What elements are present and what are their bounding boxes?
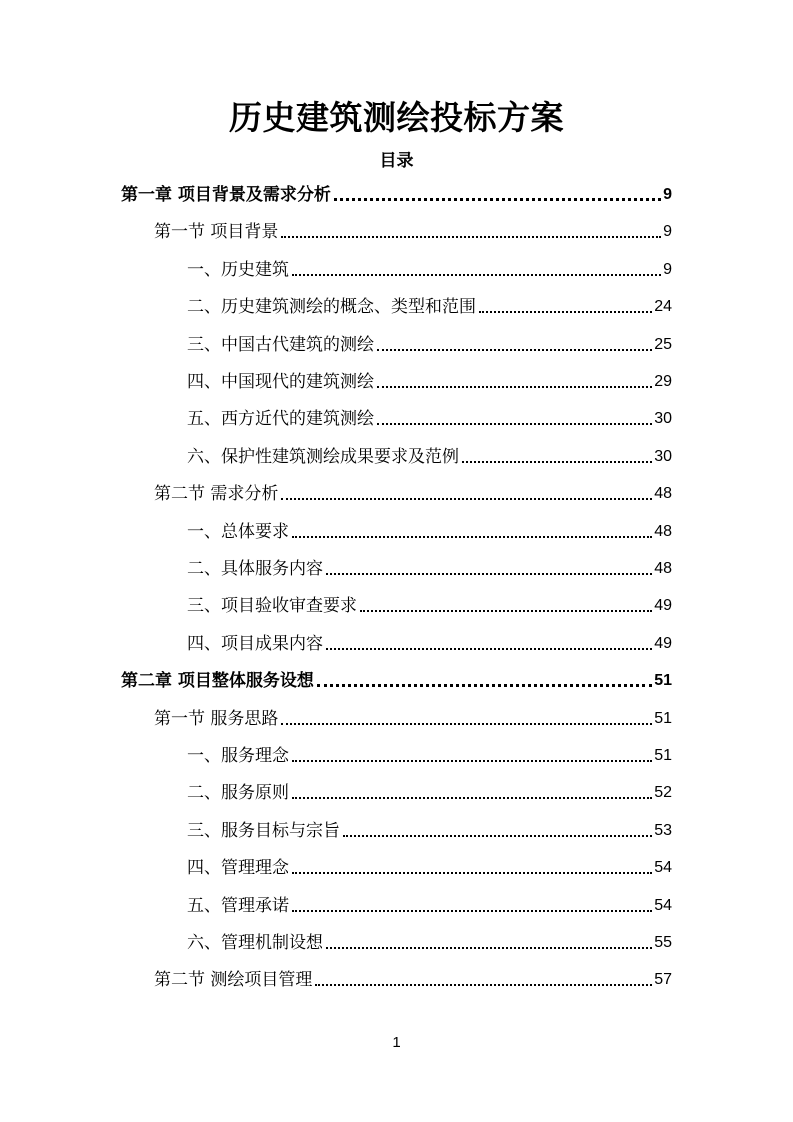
toc-entry-label: 六、保护性建筑测绘成果要求及范例 — [187, 446, 459, 467]
toc-entry-page: 54 — [654, 859, 672, 877]
toc-subsection-entry[interactable] — [187, 591, 672, 617]
toc-dot-leader — [315, 984, 652, 986]
toc-dot-leader — [343, 835, 652, 837]
toc-entry-page: 30 — [654, 447, 672, 465]
toc-entry-page: 25 — [654, 335, 672, 353]
toc-subsection-entry[interactable] — [187, 554, 672, 580]
toc-chapter-entry[interactable] — [121, 666, 672, 692]
toc-entry-page: 29 — [654, 373, 672, 390]
toc-entry-page: 9 — [663, 186, 672, 203]
toc-subsection-entry[interactable] — [187, 330, 672, 356]
toc-subsection-entry[interactable] — [187, 853, 672, 879]
toc-dot-leader — [281, 498, 652, 500]
toc-dot-leader — [462, 461, 652, 463]
toc-entry-label: 第一节 服务思路 — [154, 708, 279, 729]
toc-subsection-entry[interactable] — [187, 404, 672, 430]
toc-entry-page: 53 — [654, 821, 672, 839]
toc-subsection-entry[interactable] — [187, 255, 672, 281]
toc-entry-label: 二、具体服务内容 — [187, 559, 323, 579]
toc-section-entry[interactable] — [154, 217, 672, 243]
toc-entry-label: 第一章 项目背景及需求分析 — [121, 185, 331, 205]
toc-dot-leader — [377, 349, 652, 351]
toc-dot-leader — [479, 311, 652, 313]
toc-subsection-entry[interactable] — [187, 292, 672, 318]
toc-subsection-entry[interactable] — [187, 629, 672, 655]
toc-chapter-entry[interactable] — [121, 180, 672, 206]
toc-subsection-entry[interactable] — [187, 891, 672, 917]
toc-dot-leader — [281, 723, 652, 725]
toc-entry-page: 57 — [654, 971, 672, 989]
toc-entry-page: 54 — [654, 896, 672, 914]
toc-entry-page: 48 — [654, 560, 672, 577]
toc-entry-page: 30 — [654, 410, 672, 428]
toc-entry-page: 48 — [654, 522, 672, 540]
toc-entry-label: 一、总体要求 — [187, 521, 289, 542]
toc-dot-leader — [326, 573, 652, 575]
toc-subsection-entry[interactable] — [187, 816, 672, 842]
toc-dot-leader — [292, 536, 652, 538]
toc-dot-leader — [292, 797, 652, 799]
toc-entry-page: 49 — [654, 597, 672, 615]
toc-subsection-entry[interactable] — [187, 778, 672, 804]
toc-dot-leader — [377, 423, 652, 425]
toc-entry-label: 三、项目验收审查要求 — [187, 596, 357, 617]
toc-entry-page: 51 — [654, 672, 672, 690]
toc-dot-leader — [292, 760, 652, 762]
toc-entry-label: 第二章 项目整体服务设想 — [121, 671, 314, 692]
toc-dot-leader — [334, 198, 661, 201]
toc-entry-page: 48 — [654, 485, 672, 503]
toc-dot-leader — [292, 872, 652, 874]
toc-subsection-entry[interactable] — [187, 367, 672, 393]
toc-entry-label: 一、历史建筑 — [187, 259, 289, 280]
toc-section-entry[interactable] — [154, 965, 672, 991]
toc-dot-leader — [317, 684, 652, 687]
toc-entry-label: 六、管理机制设想 — [187, 933, 323, 953]
toc-entry-label: 三、服务目标与宗旨 — [187, 820, 340, 841]
toc-entry-page: 51 — [654, 709, 672, 727]
toc-entry-label: 三、中国古代建筑的测绘 — [187, 334, 374, 355]
toc-entry-page: 9 — [663, 223, 672, 241]
toc-entry-page: 51 — [654, 747, 672, 764]
toc-entry-page: 49 — [654, 634, 672, 652]
toc-entry-page: 24 — [654, 298, 672, 316]
toc-dot-leader — [281, 236, 661, 238]
toc-dot-leader — [326, 947, 652, 949]
toc-entry-page: 52 — [654, 784, 672, 802]
document-title: 历史建筑测绘投标方案 — [229, 98, 564, 137]
toc-entry-label: 四、管理理念 — [187, 858, 289, 879]
toc-dot-leader — [326, 648, 652, 650]
toc-dot-leader — [360, 610, 652, 612]
toc-entry-label: 第二节 需求分析 — [154, 484, 279, 505]
toc-dot-leader — [292, 910, 652, 912]
toc-subsection-entry[interactable] — [187, 442, 672, 468]
toc-entry-label: 四、项目成果内容 — [187, 633, 323, 654]
toc-entry-label: 五、西方近代的建筑测绘 — [187, 409, 374, 430]
toc-entry-label: 一、服务理念 — [187, 746, 289, 766]
toc-subsection-entry[interactable] — [187, 741, 672, 767]
toc-entry-label: 五、管理承诺 — [187, 895, 289, 916]
toc-entry-page: 9 — [663, 260, 672, 278]
toc-entry-page: 55 — [654, 934, 672, 951]
page-number: 1 — [392, 1034, 401, 1051]
toc-section-entry[interactable] — [154, 704, 672, 730]
toc-heading: 目录 — [379, 151, 414, 171]
toc-entry-label: 四、中国现代的建筑测绘 — [187, 372, 374, 392]
toc-subsection-entry[interactable] — [187, 517, 672, 543]
toc-entry-label: 二、历史建筑测绘的概念、类型和范围 — [187, 297, 476, 318]
toc-entry-label: 第二节 测绘项目管理 — [154, 970, 313, 991]
toc-section-entry[interactable] — [154, 479, 672, 505]
toc-dot-leader — [377, 386, 652, 388]
toc-entry-label: 二、服务原则 — [187, 783, 289, 804]
toc-subsection-entry[interactable] — [187, 928, 672, 954]
toc-entry-label: 第一节 项目背景 — [154, 222, 279, 243]
toc-dot-leader — [292, 274, 661, 276]
